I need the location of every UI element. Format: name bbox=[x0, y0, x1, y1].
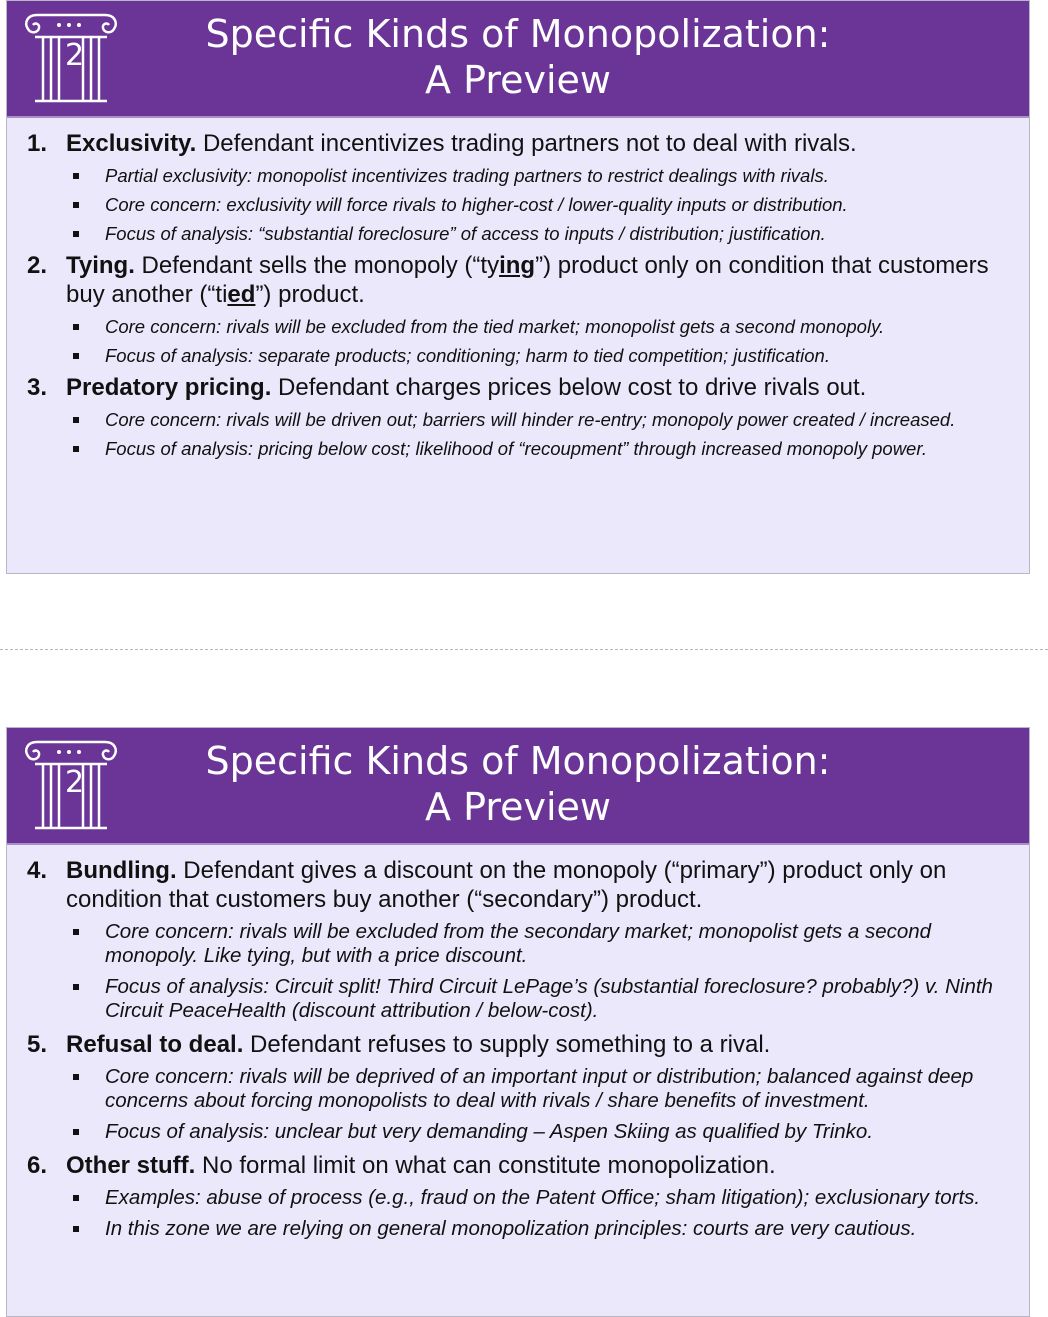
item-number: 3. bbox=[27, 374, 48, 401]
sub-item: Examples: abuse of process (e.g., fraud on the Patent Office; sham litigation); exclusionary torts. bbox=[66, 1186, 1015, 1210]
item-heading-line bbox=[66, 251, 1015, 309]
title-line-1: Specific Kinds of Monopolization: bbox=[205, 12, 831, 56]
sub-list bbox=[66, 920, 1015, 1023]
item-text: No formal limit on what can constitute monopolization. bbox=[195, 1152, 776, 1179]
item-text: Defendant refuses to supply something to a rival. bbox=[243, 1031, 771, 1058]
item-number: 6. bbox=[27, 1152, 48, 1179]
sub-list bbox=[66, 315, 1015, 368]
slide-header bbox=[7, 728, 1029, 845]
item-number: 4. bbox=[27, 857, 48, 884]
sub-item: Partial exclusivity: monopolist incentivizes trading partners to restrict dealings with rivals. bbox=[66, 164, 1015, 188]
logo-number: 2 bbox=[65, 38, 85, 73]
slide-separator bbox=[0, 649, 1048, 650]
item-heading-line bbox=[66, 129, 1015, 158]
sub-item: Core concern: rivals will be excluded from the secondary market; monopolist gets a second monopoly. Like tying, but with a price discount. bbox=[66, 920, 1015, 968]
item-heading: Other stuff. bbox=[66, 1152, 196, 1179]
title-line-2: A Preview bbox=[425, 785, 611, 829]
sub-item: Focus of analysis: unclear but very demanding – Aspen Skiing as qualified by Trinko. bbox=[66, 1120, 1015, 1144]
sub-item: Focus of analysis: Circuit split! Third Circuit LePage’s (substantial foreclosure? probably?) v. Ninth Circuit PeaceHealth (discount attribution / below-cost). bbox=[66, 975, 1015, 1023]
sub-item: Core concern: rivals will be excluded from the tied market; monopolist gets a second monopoly. bbox=[66, 315, 1015, 339]
slide-title bbox=[7, 738, 1029, 830]
sub-list bbox=[66, 1065, 1015, 1144]
slide-content bbox=[27, 856, 1015, 1248]
item-text: Defendant charges prices below cost to drive rivals out. bbox=[271, 374, 867, 401]
slide-title bbox=[7, 11, 1029, 103]
item-underline: ing bbox=[499, 252, 536, 279]
item-number: 1. bbox=[27, 130, 48, 157]
slide-2 bbox=[6, 727, 1030, 1317]
item-text: Defendant sells the monopoly (“ty bbox=[134, 252, 500, 279]
item-text: ”) product. bbox=[255, 281, 365, 308]
title-line-2: A Preview bbox=[425, 58, 611, 102]
sub-list bbox=[66, 408, 1015, 461]
sub-item: Focus of analysis: “substantial foreclosure” of access to inputs / distribution; justification. bbox=[66, 222, 1015, 246]
sub-item: Core concern: rivals will be deprived of an important input or distribution; balanced against deep concerns about forcing monopolists to deal with rivals / share benefits of investment. bbox=[66, 1065, 1015, 1113]
list-item-predatory-pricing bbox=[27, 373, 1015, 461]
item-text: ”) product only on condition that customers buy another (“ti bbox=[66, 252, 989, 308]
item-heading-line bbox=[66, 373, 1015, 402]
slide-1 bbox=[6, 0, 1030, 574]
sub-item: Focus of analysis: separate products; conditioning; harm to tied competition; justification. bbox=[66, 344, 1015, 368]
item-text: Defendant incentivizes trading partners not to deal with rivals. bbox=[196, 130, 857, 157]
item-underline: ed bbox=[227, 281, 256, 308]
item-heading: Refusal to deal. bbox=[66, 1031, 244, 1058]
item-heading: Tying. bbox=[66, 252, 135, 279]
item-heading-line bbox=[66, 856, 1015, 914]
sub-list bbox=[66, 164, 1015, 246]
item-heading: Bundling. bbox=[66, 857, 177, 884]
list-item-refusal-to-deal bbox=[27, 1030, 1015, 1144]
item-heading-line bbox=[66, 1030, 1015, 1059]
slide-content bbox=[27, 129, 1015, 466]
list-item-exclusivity bbox=[27, 129, 1015, 246]
list-item-bundling bbox=[27, 856, 1015, 1023]
slide-header bbox=[7, 1, 1029, 118]
sub-item: Focus of analysis: pricing below cost; likelihood of “recoupment” through increased monopoly power. bbox=[66, 437, 1015, 461]
title-line-1: Specific Kinds of Monopolization: bbox=[205, 739, 831, 783]
sub-item: Core concern: rivals will be driven out; barriers will hinder re-entry; monopoly power created / increased. bbox=[66, 408, 1015, 432]
item-number: 2. bbox=[27, 252, 48, 279]
item-number: 5. bbox=[27, 1031, 48, 1058]
item-heading: Predatory pricing. bbox=[66, 374, 272, 401]
sub-item: Core concern: exclusivity will force rivals to higher-cost / lower-quality inputs or distribution. bbox=[66, 193, 1015, 217]
list-item-other-stuff bbox=[27, 1151, 1015, 1241]
item-heading: Exclusivity. bbox=[66, 130, 197, 157]
item-heading-line bbox=[66, 1151, 1015, 1180]
logo-number: 2 bbox=[65, 765, 85, 800]
list-item-tying bbox=[27, 251, 1015, 368]
item-text: Defendant gives a discount on the monopoly (“primary”) product only on condition that customers buy another (“secondary”) product. bbox=[66, 857, 947, 913]
sub-list bbox=[66, 1186, 1015, 1241]
sub-item: In this zone we are relying on general monopolization principles: courts are very cautious. bbox=[66, 1217, 1015, 1241]
